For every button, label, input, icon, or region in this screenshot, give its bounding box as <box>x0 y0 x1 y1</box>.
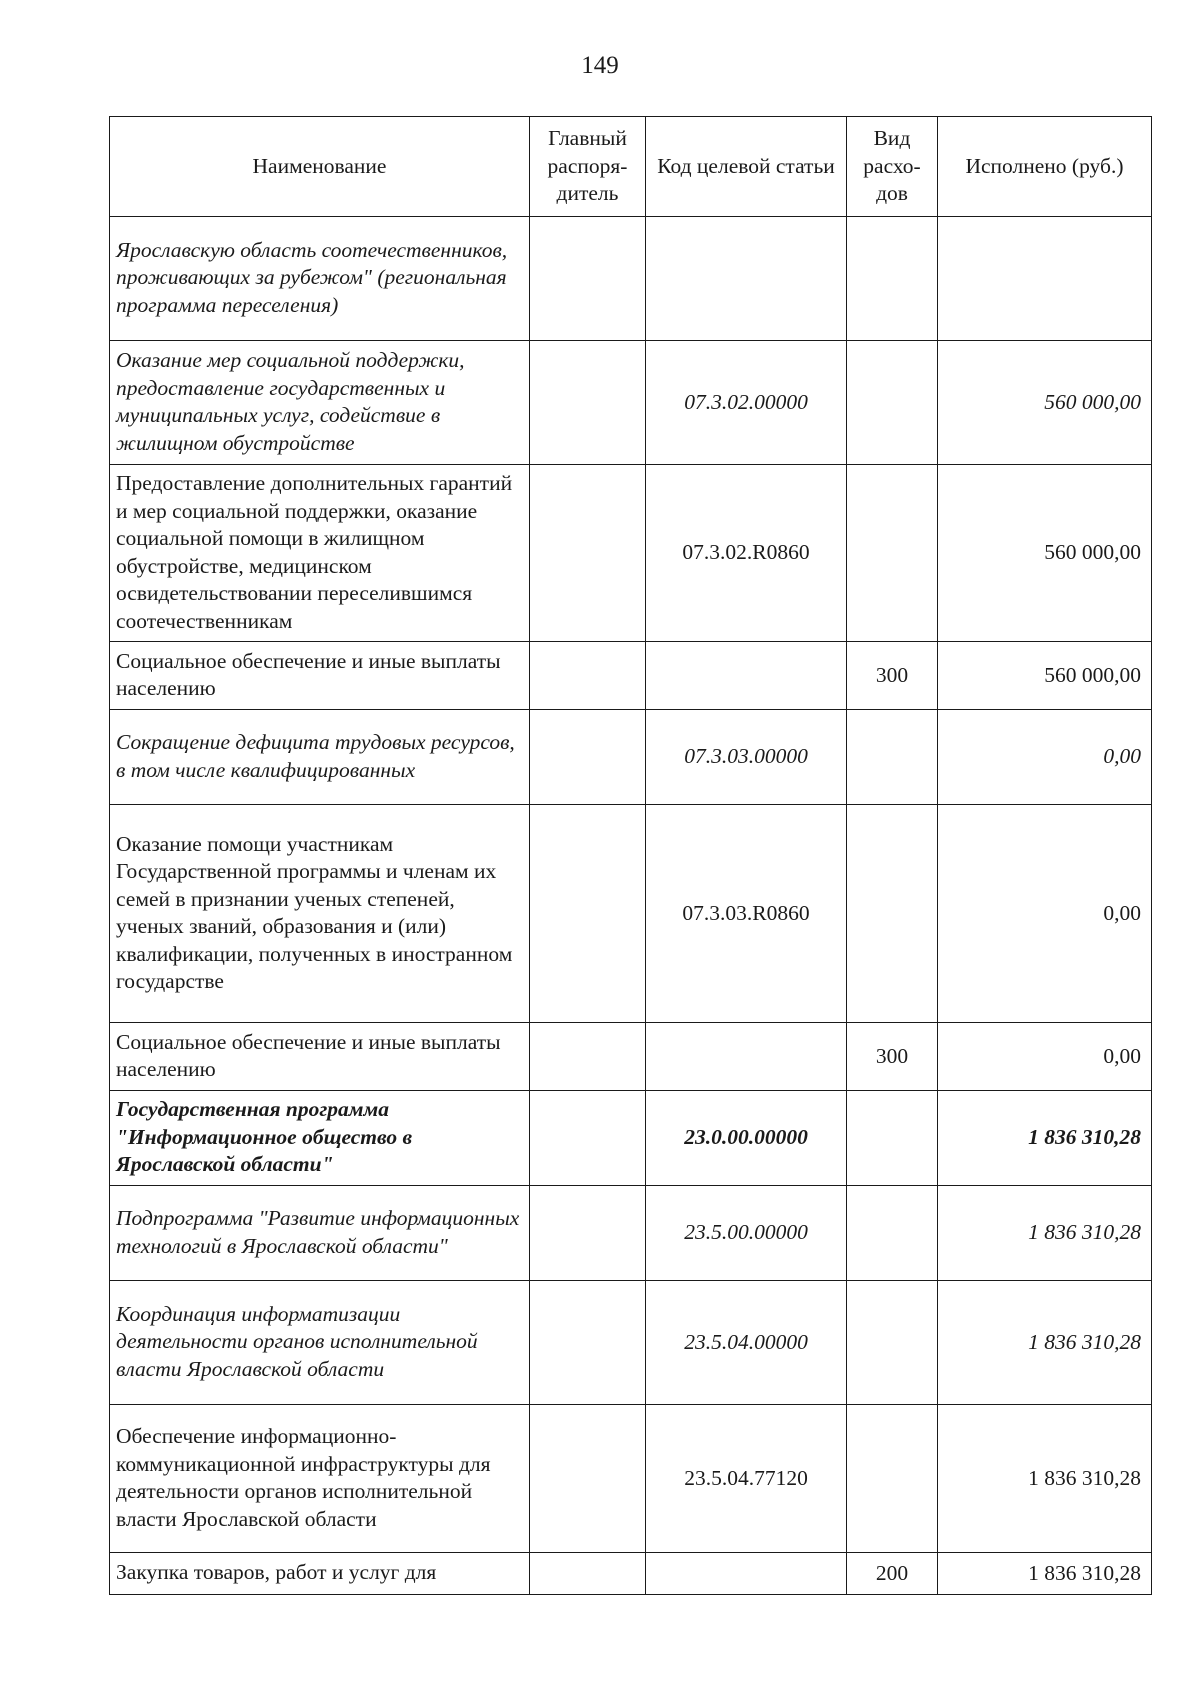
row-expense-type <box>847 710 938 805</box>
row-expense-type <box>847 465 938 642</box>
row-amount: 560 000,00 <box>938 465 1152 642</box>
row-main-payer <box>530 710 646 805</box>
row-amount: 1 836 310,28 <box>938 1405 1152 1553</box>
row-name: Социальное обеспечение и иные выплаты населению <box>110 642 530 710</box>
row-name: Сокращение дефицита трудовых ресурсов, в том числе квалифицированных <box>110 710 530 805</box>
row-main-payer <box>530 805 646 1023</box>
row-main-payer <box>530 1281 646 1405</box>
budget-execution-table <box>109 116 1152 1595</box>
row-target-code <box>646 1553 847 1595</box>
row-main-payer <box>530 1553 646 1595</box>
row-main-payer <box>530 341 646 465</box>
row-amount <box>938 217 1152 341</box>
row-amount: 560 000,00 <box>938 341 1152 465</box>
table-row <box>110 642 1152 710</box>
row-target-code <box>646 642 847 710</box>
row-target-code: 07.3.03.00000 <box>646 710 847 805</box>
row-amount: 1 836 310,28 <box>938 1186 1152 1281</box>
row-target-code <box>646 1023 847 1091</box>
row-expense-type <box>847 1281 938 1405</box>
table-row <box>110 1023 1152 1091</box>
header-code: Код целевой статьи <box>646 117 847 217</box>
row-amount: 560 000,00 <box>938 642 1152 710</box>
row-amount: 1 836 310,28 <box>938 1553 1152 1595</box>
row-expense-type <box>847 1186 938 1281</box>
table-row <box>110 1405 1152 1553</box>
row-name: Обеспечение информационно-коммуникационной инфраструктуры для деятельности органов исполнительной власти Ярославской области <box>110 1405 530 1553</box>
row-main-payer <box>530 1405 646 1553</box>
table-body <box>110 217 1152 1595</box>
header-payer: Главный распоря-дитель <box>530 117 646 217</box>
header-expense-type: Вид расхо-дов <box>847 117 938 217</box>
row-main-payer <box>530 217 646 341</box>
row-target-code: 07.3.03.R0860 <box>646 805 847 1023</box>
table-row <box>110 341 1152 465</box>
table-row <box>110 710 1152 805</box>
table-row <box>110 1553 1152 1595</box>
row-main-payer <box>530 1186 646 1281</box>
row-main-payer <box>530 465 646 642</box>
row-amount: 1 836 310,28 <box>938 1091 1152 1186</box>
row-name: Закупка товаров, работ и услуг для <box>110 1553 530 1595</box>
row-main-payer <box>530 1091 646 1186</box>
header-amount: Исполнено (руб.) <box>938 117 1152 217</box>
row-amount: 0,00 <box>938 805 1152 1023</box>
row-expense-type <box>847 805 938 1023</box>
row-name: Государственная программа "Информационное общество в Ярославской области" <box>110 1091 530 1186</box>
row-target-code: 23.5.00.00000 <box>646 1186 847 1281</box>
table-row <box>110 465 1152 642</box>
row-amount: 0,00 <box>938 710 1152 805</box>
row-expense-type <box>847 217 938 341</box>
page-number: 149 <box>581 52 619 79</box>
table-row <box>110 1186 1152 1281</box>
row-target-code: 23.5.04.77120 <box>646 1405 847 1553</box>
row-expense-type: 300 <box>847 1023 938 1091</box>
table-row <box>110 1281 1152 1405</box>
table-row <box>110 217 1152 341</box>
row-expense-type <box>847 341 938 465</box>
row-target-code: 23.0.00.00000 <box>646 1091 847 1186</box>
row-main-payer <box>530 642 646 710</box>
row-expense-type: 300 <box>847 642 938 710</box>
row-target-code <box>646 217 847 341</box>
row-name: Предоставление дополнительных гарантий и мер социальной поддержки, оказание социальной помощи в жилищном обустройстве, медицинском освидетельствовании переселившимся соотечественникам <box>110 465 530 642</box>
table-row <box>110 805 1152 1023</box>
row-main-payer <box>530 1023 646 1091</box>
row-expense-type <box>847 1405 938 1553</box>
row-target-code: 07.3.02.R0860 <box>646 465 847 642</box>
row-name: Ярославскую область соотечественников, проживающих за рубежом" (региональная программа переселения) <box>110 217 530 341</box>
header-name: Наименование <box>110 117 530 217</box>
row-name: Социальное обеспечение и иные выплаты населению <box>110 1023 530 1091</box>
row-name: Координация информатизации деятельности органов исполнительной власти Ярославской области <box>110 1281 530 1405</box>
row-amount: 0,00 <box>938 1023 1152 1091</box>
row-expense-type <box>847 1091 938 1186</box>
table-header-row <box>110 117 1152 217</box>
row-target-code: 07.3.02.00000 <box>646 341 847 465</box>
row-name: Подпрограмма "Развитие информационных технологий в Ярославской области" <box>110 1186 530 1281</box>
row-amount: 1 836 310,28 <box>938 1281 1152 1405</box>
row-target-code: 23.5.04.00000 <box>646 1281 847 1405</box>
row-name: Оказание мер социальной поддержки, предоставление государственных и муниципальных услуг, содействие в жилищном обустройстве <box>110 341 530 465</box>
table-row <box>110 1091 1152 1186</box>
row-name: Оказание помощи участникам Государственной программы и членам их семей в признании ученых степеней, ученых званий, образования и (или) квалификации, полученных в иностранном государстве <box>110 805 530 1023</box>
row-expense-type: 200 <box>847 1553 938 1595</box>
